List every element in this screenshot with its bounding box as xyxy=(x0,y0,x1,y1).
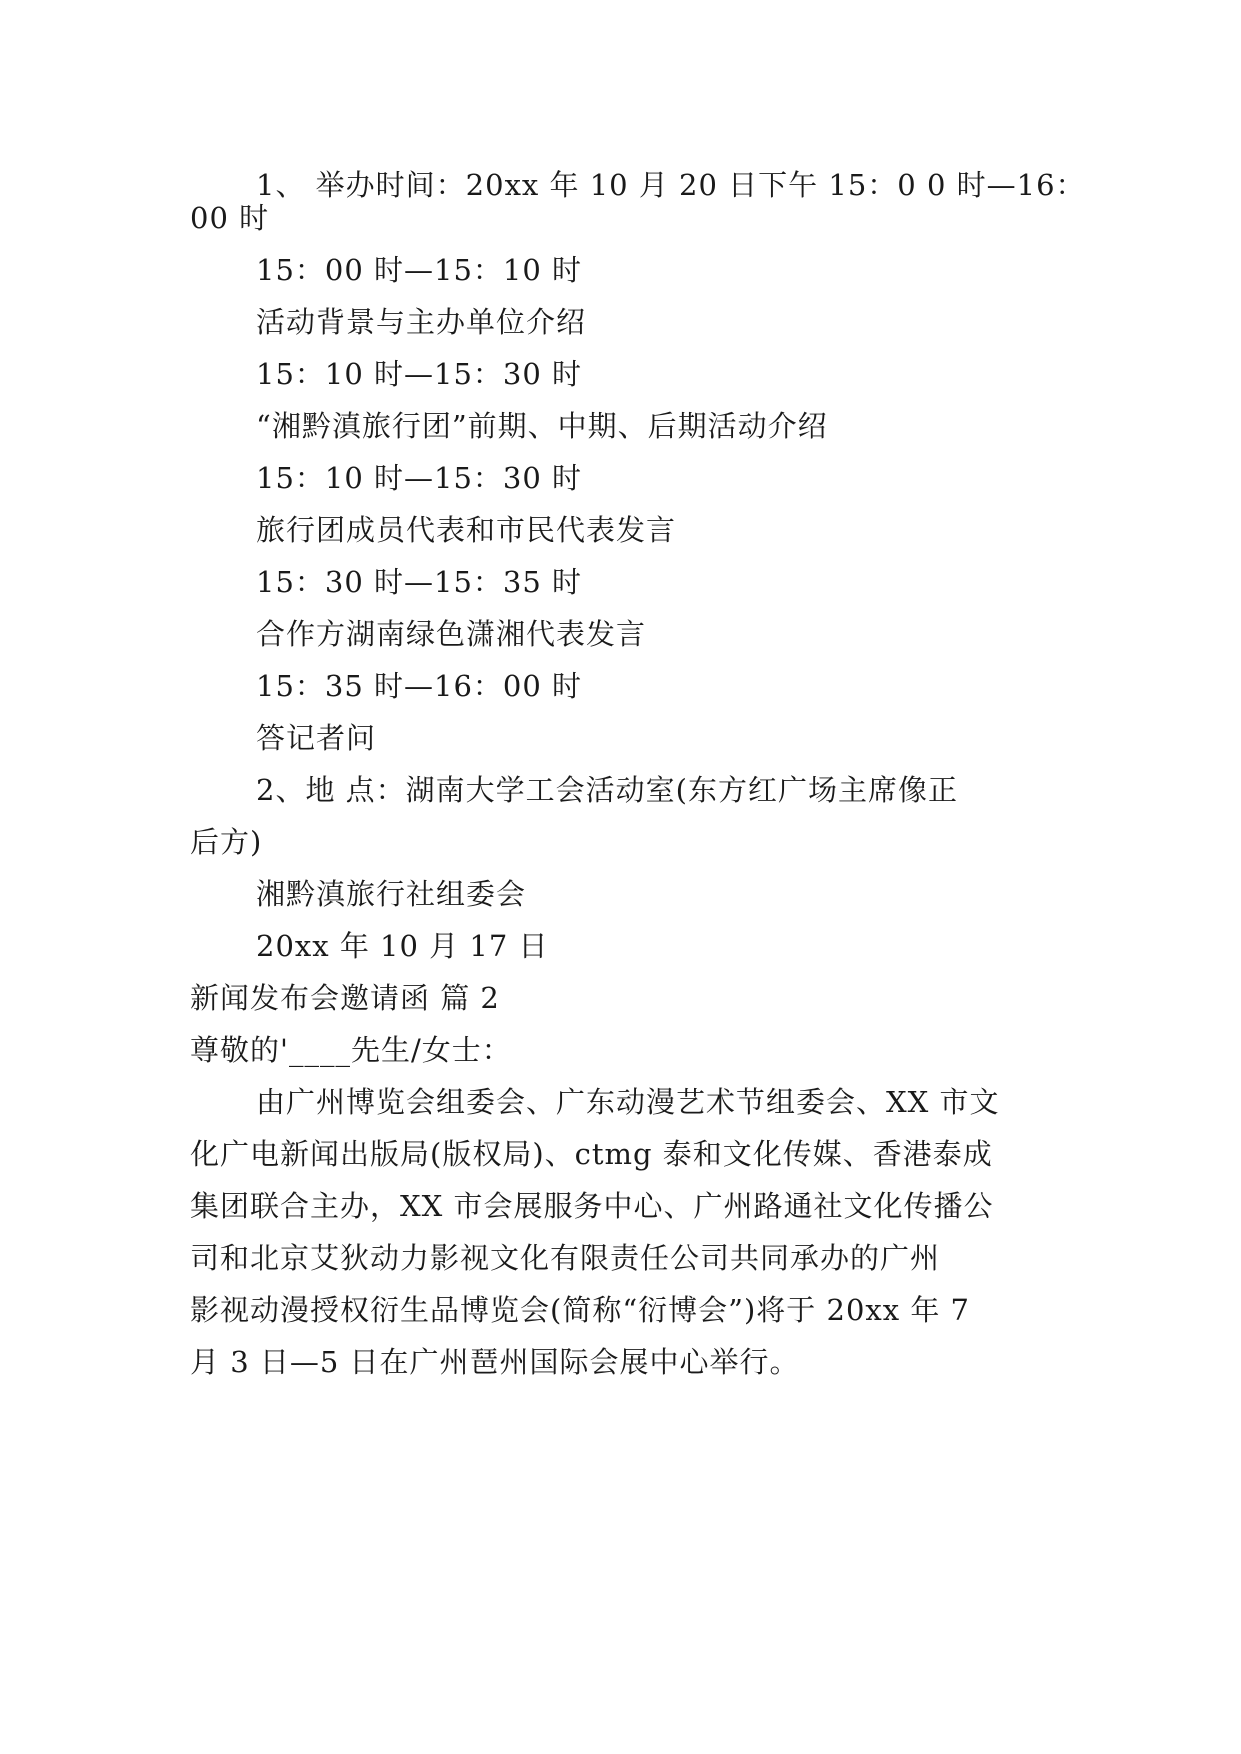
agenda-time-5: 15：35 时—16：00 时 xyxy=(256,669,583,703)
schedule-time-continuation: 00 时 xyxy=(190,201,270,235)
body-paragraph-line-3: 集团联合主办，XX 市会展服务中心、广州路通社文化传播公 xyxy=(190,1189,994,1223)
body-paragraph-line-5: 影视动漫授权衍生品博览会(简称“衍博会”)将于 20xx 年 7 xyxy=(190,1293,970,1327)
body-paragraph-line-2: 化广电新闻出版局(版权局)、ctmg 泰和文化传媒、香港泰成 xyxy=(190,1137,993,1171)
section-heading: 新闻发布会邀请函 篇 2 xyxy=(190,981,500,1015)
organizer-signature: 湘黔滇旅行社组委会 xyxy=(256,877,527,911)
location-line: 2、地 点：湖南大学工会活动室(东方红广场主席像正 xyxy=(256,773,958,807)
body-paragraph-line-4: 司和北京艾狄动力影视文化有限责任公司共同承办的广州 xyxy=(190,1241,941,1275)
agenda-item-5: 答记者问 xyxy=(256,721,377,755)
schedule-time-line: 1、 举办时间：20xx 年 10 月 20 日下午 15：0 0 时—16： xyxy=(256,168,1086,202)
agenda-time-1: 15：00 时—15：10 时 xyxy=(256,253,583,287)
agenda-time-2: 15：10 时—15：30 时 xyxy=(256,357,583,391)
agenda-item-1: 活动背景与主办单位介绍 xyxy=(256,305,587,339)
salutation: 尊敬的'____先生/女士： xyxy=(190,1033,512,1067)
agenda-item-2: “湘黔滇旅行团”前期、中期、后期活动介绍 xyxy=(256,409,828,443)
body-paragraph-line-1: 由广州博览会组委会、广东动漫艺术节组委会、XX 市文 xyxy=(256,1085,1000,1119)
signature-date: 20xx 年 10 月 17 日 xyxy=(256,929,549,963)
location-continuation: 后方) xyxy=(190,825,263,859)
agenda-time-3: 15：10 时—15：30 时 xyxy=(256,461,583,495)
body-paragraph-line-6: 月 3 日—5 日在广州琶州国际会展中心举行。 xyxy=(190,1345,800,1379)
agenda-time-4: 15：30 时—15：35 时 xyxy=(256,565,583,599)
agenda-item-4: 合作方湖南绿色潇湘代表发言 xyxy=(256,617,647,651)
agenda-item-3: 旅行团成员代表和市民代表发言 xyxy=(256,513,677,547)
